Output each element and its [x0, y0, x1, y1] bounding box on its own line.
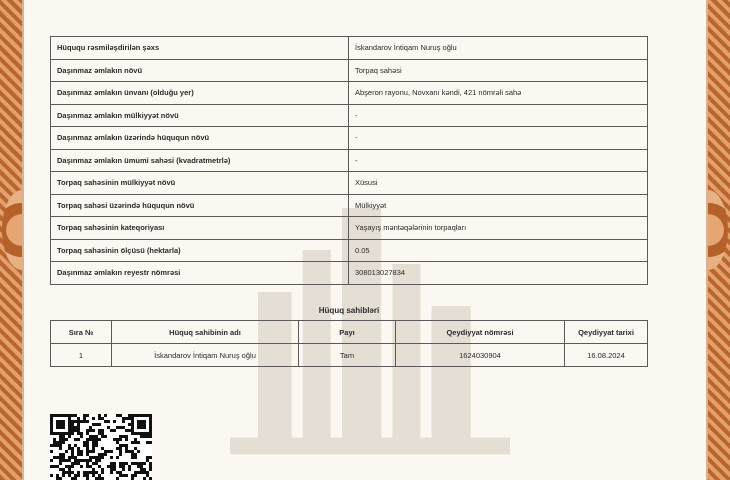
info-row	[51, 104, 648, 127]
info-label: Daşınmaz əmlakın reyestr nömrəsi	[51, 262, 349, 285]
info-row	[51, 37, 648, 60]
owner-name: İskandarov İntiqam Nuruş oğlu	[112, 344, 299, 367]
info-row	[51, 239, 648, 262]
info-label: Torpaq sahəsinin mülkiyyət növü	[51, 172, 349, 195]
owners-header-row	[51, 321, 648, 344]
info-label: Daşınmaz əmlakın ümumi sahəsi (kvadratmetrlə)	[51, 149, 349, 172]
info-label: Daşınmaz əmlakın növü	[51, 59, 349, 82]
info-value: Yaşayış məntəqələrinin torpaqları	[349, 217, 648, 240]
col-header-share: Payı	[299, 321, 396, 344]
info-value: 0.05	[349, 239, 648, 262]
info-label: Torpaq sahəsi üzərində hüququn növü	[51, 194, 349, 217]
property-info-table	[50, 36, 648, 285]
info-label: Daşınmaz əmlakın mülkiyyət növü	[51, 104, 349, 127]
owner-reg-date: 16.08.2024	[565, 344, 648, 367]
info-row	[51, 82, 648, 105]
qr-code-icon[interactable]	[50, 414, 152, 480]
owners-table	[50, 320, 648, 367]
owner-row	[51, 344, 648, 367]
info-row	[51, 127, 648, 150]
info-value: Torpaq sahəsi	[349, 59, 648, 82]
info-value: Mülkiyyət	[349, 194, 648, 217]
info-value: Xüsusi	[349, 172, 648, 195]
info-row	[51, 217, 648, 240]
info-row	[51, 262, 648, 285]
owner-no: 1	[51, 344, 112, 367]
col-header-no: Sıra №	[51, 321, 112, 344]
info-row	[51, 172, 648, 195]
col-header-reg-date: Qeydiyyat tarixi	[565, 321, 648, 344]
info-label: Daşınmaz əmlakın ünvanı (olduğu yer)	[51, 82, 349, 105]
info-label: Daşınmaz əmlakın üzərində hüququn növü	[51, 127, 349, 150]
info-value: İskandarov İntiqam Nuruş oğlu	[349, 37, 648, 60]
col-header-name: Hüquq sahibinin adı	[112, 321, 299, 344]
info-row	[51, 149, 648, 172]
info-value: -	[349, 149, 648, 172]
info-value: Abşeron rayonu, Novxanı kəndi, 421 nömrəli sahə	[349, 82, 648, 105]
owner-reg-no: 1624030904	[396, 344, 565, 367]
info-value: -	[349, 127, 648, 150]
owner-share: Tam	[299, 344, 396, 367]
info-row	[51, 194, 648, 217]
info-row	[51, 59, 648, 82]
owners-title: Hüquq sahibləri	[318, 306, 380, 315]
info-value: -	[349, 104, 648, 127]
info-value: 308013027834	[349, 262, 648, 285]
info-label: Torpaq sahəsinin ölçüsü (hektarla)	[51, 239, 349, 262]
info-label: Hüququ rəsmiləşdirilən şəxs	[51, 37, 349, 60]
info-label: Torpaq sahəsinin kateqoriyası	[51, 217, 349, 240]
col-header-reg-no: Qeydiyyat nömrəsi	[396, 321, 565, 344]
